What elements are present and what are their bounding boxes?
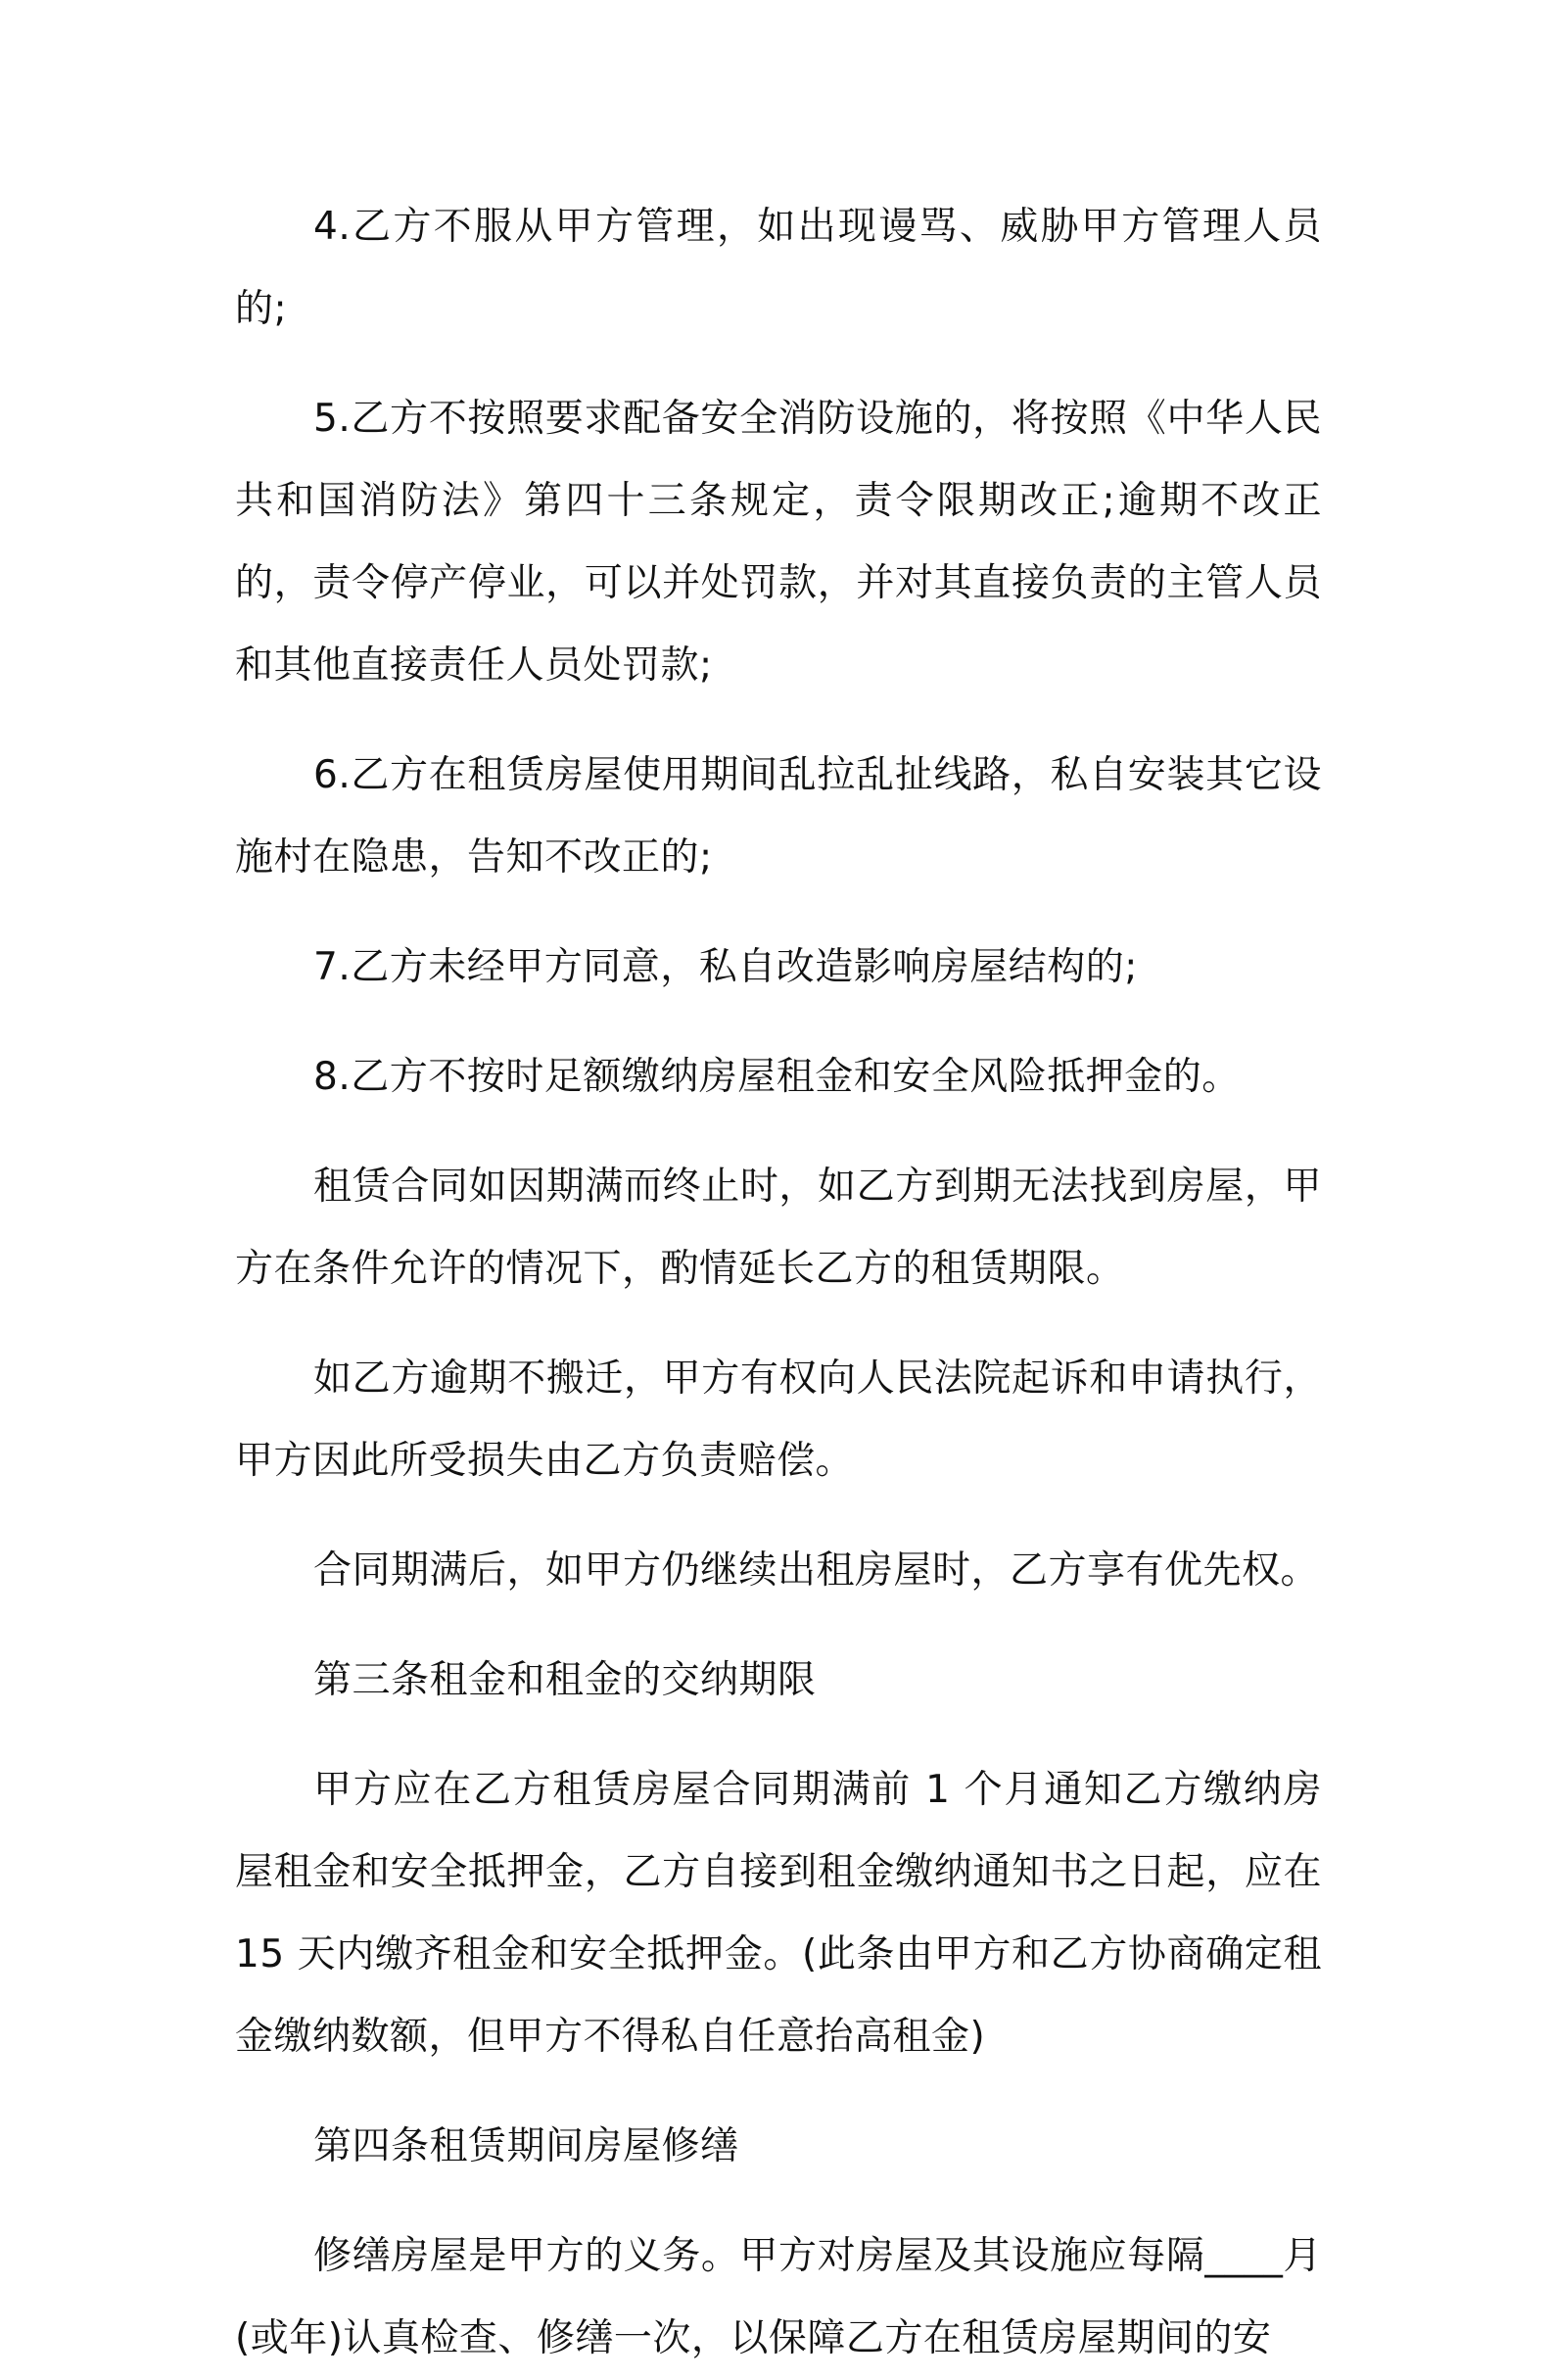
section-heading-article-3: 第三条租金和租金的交纳期限	[313, 1658, 817, 1702]
paragraph-item-6: 6.乙方在租赁房屋使用期间乱拉乱扯线路，私自安装其它设施村在隐患，告知不改正的;	[235, 753, 1322, 880]
paragraph-rent-payment: 甲方应在乙方租赁房屋合同期满前 1 个月通知乙方缴纳房屋租金和安全抵押金，乙方自接到租金缴纳通知书之日起，应在15 天内缴齐租金和安全抵押金。(此条由甲方和乙方协商确定租金缴纳数额，但甲方不得私自任意抬高租金)	[235, 1768, 1322, 2059]
paragraph-repair-duty: 修缮房屋是甲方的义务。甲方对房屋及其设施应每隔____月(或年)认真检查、修缮一次，以保障乙方在租赁房屋期间的安	[235, 2234, 1322, 2360]
paragraph-lease-extension: 租赁合同如因期满而终止时，如乙方到期无法找到房屋，甲方在条件允许的情况下，酌情延长乙方的租赁期限。	[235, 1165, 1322, 1291]
paragraph-priority-right: 合同期满后，如甲方仍继续出租房屋时，乙方享有优先权。	[313, 1548, 1320, 1593]
paragraph-item-5: 5.乙方不按照要求配备安全消防设施的，将按照《中华人民共和国消防法》第四十三条规定，责令限期改正;逾期不改正的，责令停产停业，可以并处罚款，并对其直接负责的主管人员和其他直接责任人员处罚款;	[235, 397, 1322, 688]
paragraph-item-4: 4.乙方不服从甲方管理，如出现谩骂、威胁甲方管理人员的;	[235, 205, 1322, 331]
paragraph-overdue-relocation: 如乙方逾期不搬迁，甲方有权向人民法院起诉和申请执行，甲方因此所受损失由乙方负责赔偿。	[235, 1357, 1322, 1483]
paragraph-item-8: 8.乙方不按时足额缴纳房屋租金和安全风险抵押金的。	[313, 1055, 1241, 1099]
paragraph-item-7: 7.乙方未经甲方同意，私自改造影响房屋结构的;	[313, 945, 1138, 989]
section-heading-article-4: 第四条租赁期间房屋修缮	[313, 2124, 739, 2168]
document-body	[235, 186, 1322, 2380]
